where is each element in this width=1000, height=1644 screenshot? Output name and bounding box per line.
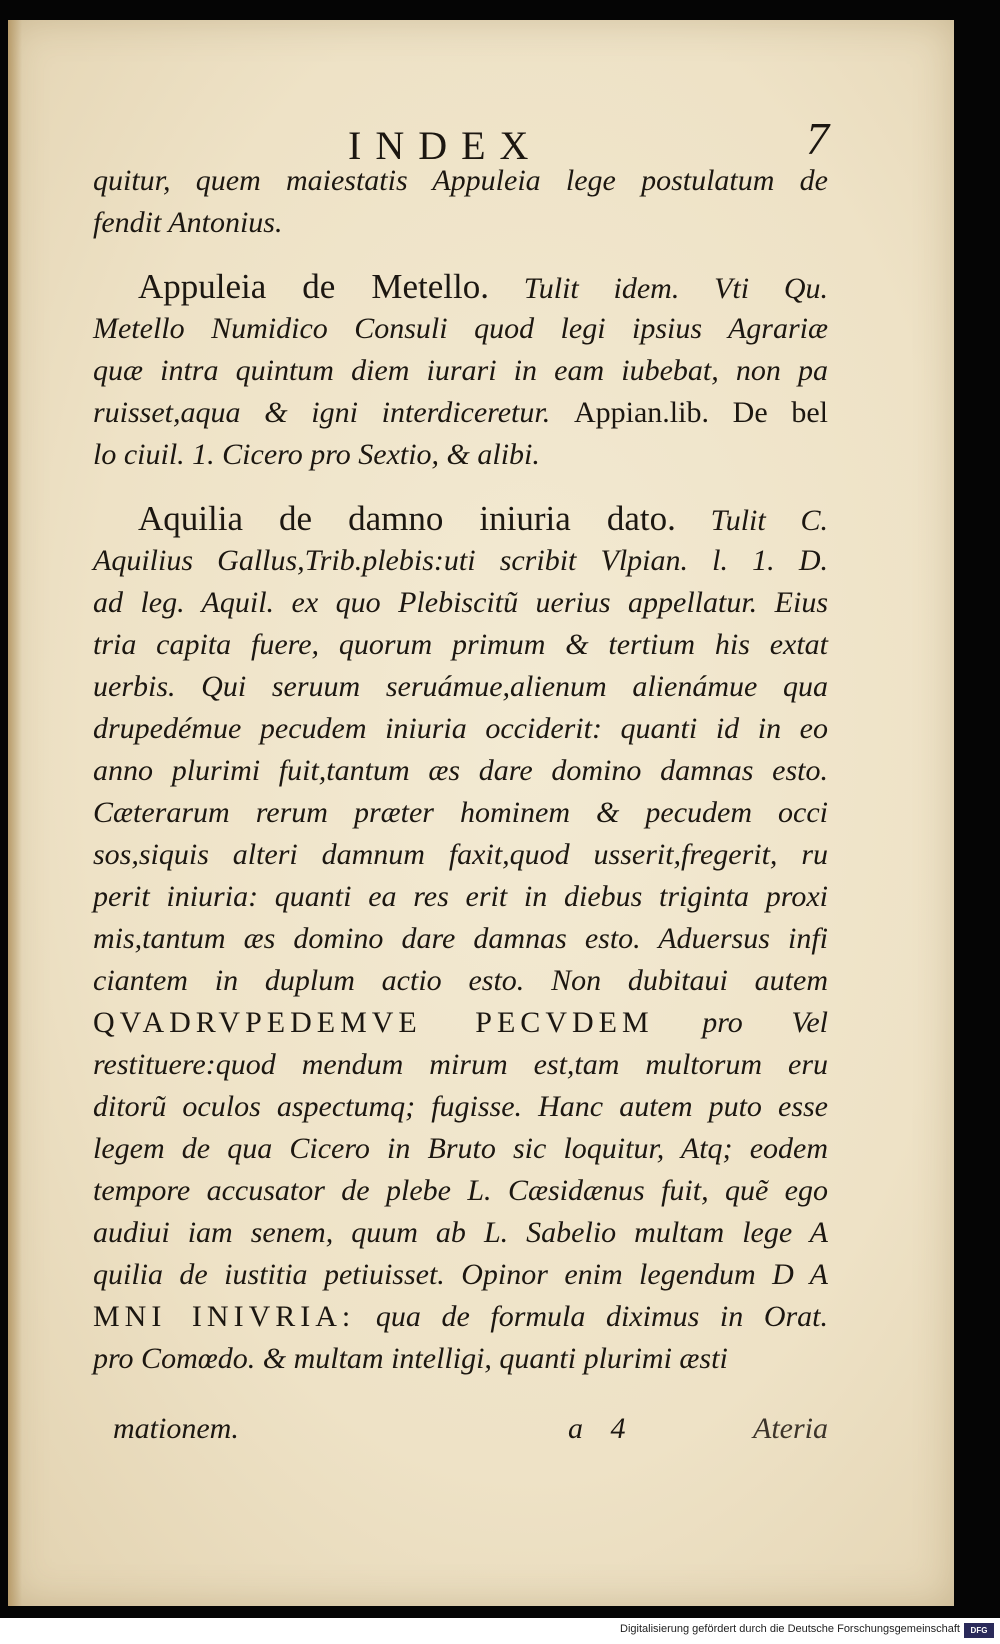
- catchword: Ateria: [753, 1412, 828, 1445]
- text-line: [93, 160, 828, 202]
- funding-notice: Digitalisierung gefördert durch die Deutsche Forschungsgemeinschaft: [620, 1623, 960, 1635]
- text-segment: mis,tantum æs domino dare damnas esto. Aduersus infi: [93, 922, 828, 955]
- entry-heading: Aquilia de damno iniuria dato.: [138, 499, 676, 538]
- text-segment: legem de qua Cicero in Bruto sic loquitur, Atq; eodem: [93, 1132, 828, 1165]
- text-segment: uerbis. Qui seruum seruámue,alienum alienámue qua: [93, 670, 828, 703]
- text-line: [93, 1044, 828, 1086]
- text-segment: sos,siquis alteri damnum faxit,quod usserit,fregerit, ru: [93, 838, 828, 871]
- text-segment: ditorũ oculos aspectumq; fugisse. Hanc autem puto esse: [93, 1090, 828, 1123]
- text-segment: Appian.lib. De bel: [573, 396, 828, 429]
- text-line: [93, 540, 828, 582]
- text-line: [93, 834, 828, 876]
- text-segment: lo ciuil. 1. Cicero pro Sextio, & alibi.: [93, 438, 540, 471]
- text-line: [93, 960, 828, 1002]
- text-line: [93, 708, 828, 750]
- text-segment: restituere:quod mendum mirum est,tam multorum eru: [93, 1048, 828, 1081]
- text-segment: pro Comœdo. & multam intelligi, quanti plurimi æsti: [93, 1342, 728, 1375]
- text-segment: quilia de iustitia petiuisset. Opinor enim legendum D A: [93, 1258, 828, 1291]
- folio-number: 7: [806, 113, 829, 164]
- text-line: [93, 392, 828, 434]
- text-line: [93, 1254, 828, 1296]
- text-line: [93, 1212, 828, 1254]
- text-segment: drupedémue pecudem iniuria occiderit: quanti id in eo: [93, 712, 828, 745]
- text-segment: tria capita fuere, quorum primum & tertium his extat: [93, 628, 828, 661]
- text-segment: Tulit idem. Vti Qu.: [488, 272, 828, 305]
- text-line: [93, 792, 828, 834]
- text-segment: ciantem in duplum actio esto. Non dubitaui autem: [93, 964, 828, 997]
- text-segment: audiui iam senem, quum ab L. Sabelio multam lege A: [93, 1216, 828, 1249]
- text-line: [93, 666, 828, 708]
- signature-mark: a 4: [568, 1412, 636, 1445]
- text-line: [93, 1128, 828, 1170]
- text-line: [93, 308, 828, 350]
- index-text-body: [93, 160, 828, 1380]
- text-line: [93, 202, 828, 244]
- entry-heading: Appuleia de Metello.: [138, 267, 489, 306]
- text-segment: quitur, quem maiestatis Appuleia lege postulatum de: [93, 164, 828, 197]
- text-line: [93, 1338, 828, 1380]
- digitization-banner: [0, 1618, 1000, 1644]
- text-segment: fendit Antonius.: [93, 206, 283, 239]
- text-segment: Tulit C.: [675, 504, 829, 537]
- capital-text: MNI INIVRIA:: [93, 1300, 356, 1333]
- capital-text: QVADRVPEDEMVE PECVDEM: [93, 1006, 654, 1039]
- text-line: [93, 1170, 828, 1212]
- text-line: [93, 750, 828, 792]
- text-segment: qua de formula diximus in Orat.: [355, 1300, 828, 1333]
- dfg-logo: DFG: [964, 1623, 994, 1638]
- running-head: INDEX: [348, 123, 543, 168]
- text-line: [93, 498, 828, 540]
- text-line: [93, 266, 828, 308]
- text-line: [93, 1296, 828, 1338]
- last-line-word: mationem.: [113, 1412, 239, 1445]
- text-line: [93, 624, 828, 666]
- text-segment: tempore accusator de plebe L. Cæsidænus fuit, quẽ ego: [93, 1174, 828, 1207]
- text-segment: perit iniuria: quanti ea res erit in diebus triginta proxi: [93, 880, 828, 913]
- text-segment: pro Vel: [653, 1006, 828, 1039]
- text-line: [93, 1086, 828, 1128]
- text-segment: Aquilius Gallus,Trib.plebis:uti scribit Vlpian. l. 1. D.: [93, 544, 828, 577]
- text-segment: anno plurimi fuit,tantum æs dare domino damnas esto.: [93, 754, 828, 787]
- text-segment: Cæterarum rerum præter hominem & pecudem occi: [93, 796, 828, 829]
- text-line: [93, 1002, 828, 1044]
- book-page: [8, 20, 954, 1606]
- text-line: [93, 582, 828, 624]
- paragraph-gap: [93, 476, 828, 498]
- text-line: [93, 434, 828, 476]
- text-line: [93, 350, 828, 392]
- text-line: [93, 918, 828, 960]
- text-segment: Metello Numidico Consuli quod legi ipsius Agrariæ: [93, 312, 828, 345]
- text-segment: quæ intra quintum diem iurari in eam iubebat, non pa: [93, 354, 828, 387]
- page-gutter-shadow: [8, 20, 22, 1606]
- paragraph-gap: [93, 244, 828, 266]
- text-segment: ruisset,aqua & igni interdiceretur.: [93, 396, 574, 429]
- page-footer: [113, 1412, 828, 1452]
- text-segment: ad leg. Aquil. ex quo Plebiscitũ uerius appellatur. Eius: [93, 586, 828, 619]
- text-line: [93, 876, 828, 918]
